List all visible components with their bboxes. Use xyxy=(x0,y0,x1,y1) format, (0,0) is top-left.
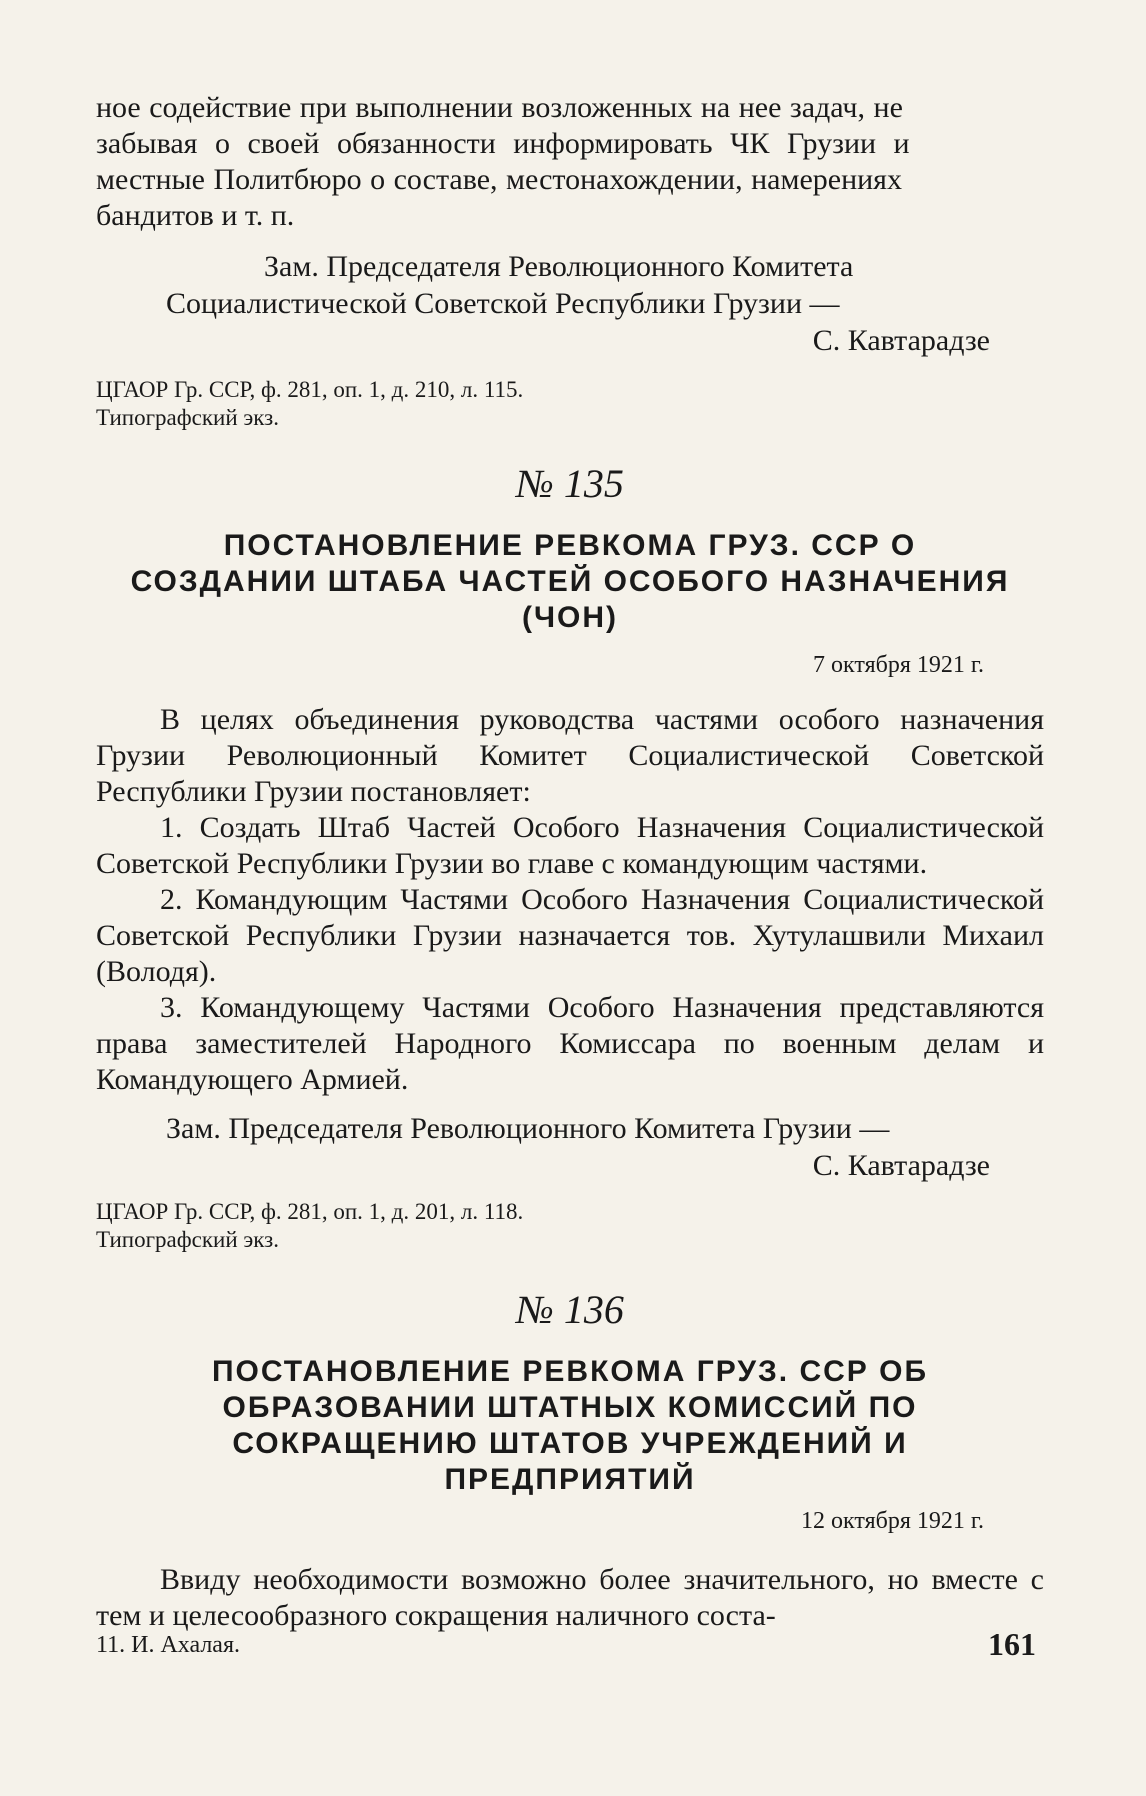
signature-block xyxy=(96,248,1044,362)
signature-title: Социалистической Советской Республики Грузии — xyxy=(166,287,840,320)
document-body xyxy=(96,702,1044,1098)
signature-title: Зам. Председателя Революционного Комитета xyxy=(264,250,854,283)
archive-copy: Типографский экз. xyxy=(96,405,279,430)
title-line: ОБРАЗОВАНИИ ШТАТНЫХ КОМИССИЙ ПО xyxy=(222,1391,918,1424)
title-line: (ЧОН) xyxy=(521,601,619,634)
archive-ref: ЦГАОР Гр. ССР, ф. 281, оп. 1, д. 201, л. 118. xyxy=(96,1199,524,1224)
body-paragraph: 1. Создать Штаб Частей Особого Назначения Социалистической Советской Республики Грузии во главе с командующим частями. xyxy=(96,811,1044,880)
signature-name: С. Кавтарадзе xyxy=(812,324,990,357)
title-line: ПОСТАНОВЛЕНИЕ РЕВКОМА ГРУЗ. ССР ОБ xyxy=(211,1355,929,1388)
signature-name: С. Кавтарадзе xyxy=(812,1149,990,1182)
signature-title: Зам. Председателя Революционного Комитета Грузии — xyxy=(166,1112,890,1145)
archive-ref: ЦГАОР Гр. ССР, ф. 281, оп. 1, д. 210, л. 115. xyxy=(96,377,524,402)
continuation-text xyxy=(96,90,1044,234)
document-title xyxy=(96,1354,1044,1498)
text-line: бандитов и т. п. xyxy=(96,199,295,232)
document-date: 12 октября 1921 г. xyxy=(801,1508,984,1534)
document-number: № 135 xyxy=(516,461,624,506)
page-number: 161 xyxy=(988,1626,1036,1662)
body-paragraph: 3. Командующему Частями Особого Назначения представляются права заместителей Народного Комиссара по военным делам и Командующего Армией. xyxy=(96,991,1044,1096)
title-line: ПРЕДПРИЯТИЙ xyxy=(444,1463,696,1496)
signature-block xyxy=(96,1110,1044,1184)
title-line: СОЗДАНИИ ШТАБА ЧАСТЕЙ ОСОБОГО НАЗНАЧЕНИЯ xyxy=(130,565,1010,598)
body-paragraph: 2. Командующим Частями Особого Назначения Социалистической Советской Республики Грузии назначается тов. Хутулашвили Михаил (Володя). xyxy=(96,883,1044,988)
page-footer xyxy=(96,1626,1044,1668)
text-line: ное содействие при выполнении возложенных на нее задач, не xyxy=(96,91,903,124)
archive-reference xyxy=(96,1198,1044,1254)
document-date: 7 октября 1921 г. xyxy=(813,652,984,678)
document-title xyxy=(96,528,1044,636)
archive-copy: Типографский экз. xyxy=(96,1227,279,1252)
text-line: местные Политбюро о составе, местонахождении, намерениях xyxy=(96,163,902,196)
body-paragraph: Ввиду необходимости возможно более значительного, но вместе с тем и целесообразного сокращения наличного соста- xyxy=(96,1563,1044,1632)
page-content xyxy=(96,90,1044,1634)
title-line: ПОСТАНОВЛЕНИЕ РЕВКОМА ГРУЗ. ССР О xyxy=(223,529,917,562)
footer-signature-mark: 11. И. Ахалая. xyxy=(96,1632,240,1658)
text-line: забывая о своей обязанности информировать ЧК Грузии и xyxy=(96,127,910,160)
document-body xyxy=(96,1562,1044,1634)
document-number: № 136 xyxy=(516,1287,624,1332)
title-line: СОКРАЩЕНИЮ ШТАТОВ УЧРЕЖДЕНИЙ И xyxy=(232,1427,908,1460)
body-paragraph: В целях объединения руководства частями особого назначения Грузии Революционный Комитет Социалистической Советской Республики Грузии постановляет: xyxy=(96,703,1044,808)
archive-reference xyxy=(96,376,1044,432)
